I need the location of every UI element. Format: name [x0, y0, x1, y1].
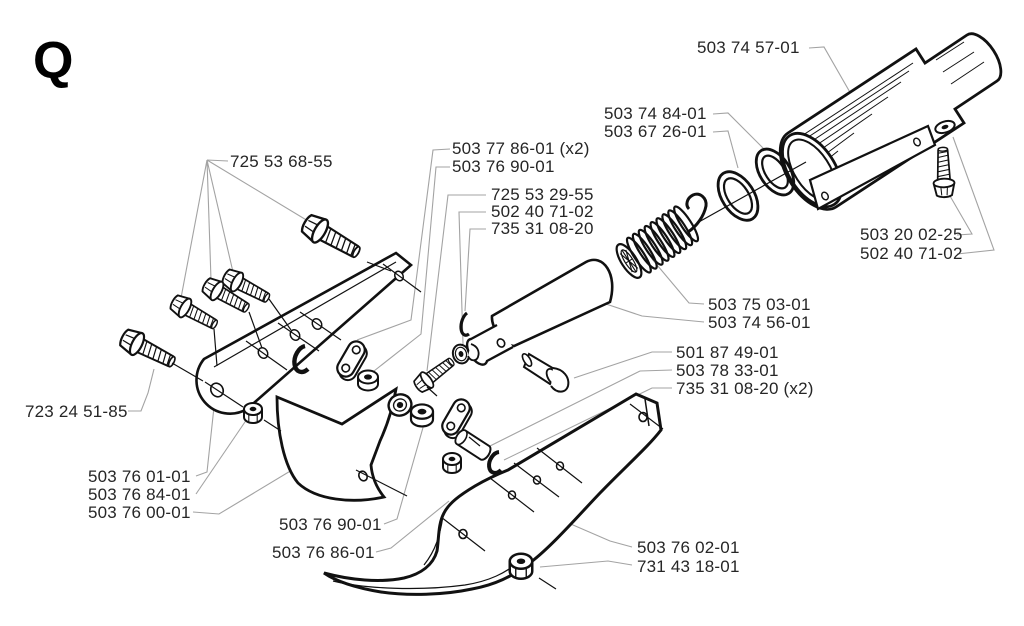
leader-piston	[606, 304, 704, 322]
leader-piston-bolt	[574, 352, 672, 378]
spring-hook	[687, 194, 706, 232]
cluster-nut	[443, 453, 461, 473]
circlip-lower	[489, 452, 501, 473]
label-link-plates: 503 77 86-01 (x2)	[452, 139, 590, 158]
bushing-upper	[358, 371, 378, 391]
left-bolt	[117, 326, 179, 374]
leader-left-bolt	[128, 369, 154, 411]
label-bushing-upper: 503 76 90-01	[452, 157, 555, 176]
leader-ring-inner	[713, 131, 738, 168]
label-plate-nut: 503 76 84-01	[88, 485, 191, 504]
leader-counter-plate	[196, 407, 214, 476]
leader-pivot-circlip	[465, 229, 486, 311]
label-guard-plate: 503 76 00-01	[88, 503, 191, 522]
label-pivot-washer: 502 40 71-02	[491, 202, 594, 221]
pivot-screw	[411, 353, 458, 395]
tube-housing	[770, 34, 1000, 217]
label-counter-plate: 503 76 01-01	[88, 467, 191, 486]
piston-bolt	[521, 352, 569, 391]
leader-guard-plate	[193, 467, 297, 514]
label-housing-screw: 503 20 02-25	[860, 225, 963, 244]
label-blade-nut: 731 43 18-01	[637, 557, 740, 576]
circlip-upper	[461, 313, 469, 335]
guard-plate	[277, 389, 396, 500]
label-pivot-screw: 725 53 29-55	[491, 185, 594, 204]
plate-screw-1	[298, 211, 365, 264]
label-hook-blade: 503 76 86-01	[272, 543, 375, 562]
tension-spring	[612, 194, 706, 281]
label-plate-screws: 725 53 68-55	[230, 152, 333, 171]
leader-blade-nut	[540, 561, 632, 567]
plate-nut	[244, 403, 262, 423]
housing-screw	[932, 147, 955, 197]
bushing-lower	[411, 404, 433, 426]
label-circlips-x2: 735 31 08-20 (x2)	[676, 379, 814, 398]
label-cutting-blade: 503 76 02-01	[637, 538, 740, 557]
label-left-bolt: 723 24 51-85	[25, 402, 128, 421]
leader-pivot-washer	[459, 212, 486, 344]
blade-nut	[510, 554, 533, 579]
piston-cylinder	[467, 260, 612, 365]
label-piston: 503 74 56-01	[708, 313, 811, 332]
label-spring: 503 75 03-01	[708, 295, 811, 314]
section-letter: Q	[33, 32, 74, 90]
label-ring-inner: 503 67 26-01	[604, 122, 707, 141]
leader-link-plates	[357, 149, 450, 340]
label-pivot-circlip: 735 31 08-20	[491, 219, 594, 238]
label-tube-housing: 503 74 57-01	[697, 38, 800, 57]
label-housing-washer: 502 40 71-02	[860, 244, 963, 263]
label-ring-outer: 503 74 84-01	[604, 104, 707, 123]
leader-spring	[652, 259, 704, 304]
leader-bushing-lower	[384, 424, 424, 524]
label-bushing-lower: 503 76 90-01	[279, 515, 382, 534]
leader-plate-nut	[196, 419, 247, 494]
leader-plate-screws	[181, 160, 313, 298]
label-piston-bolt: 501 87 49-01	[676, 343, 779, 362]
label-roller-pin: 503 78 33-01	[676, 361, 779, 380]
